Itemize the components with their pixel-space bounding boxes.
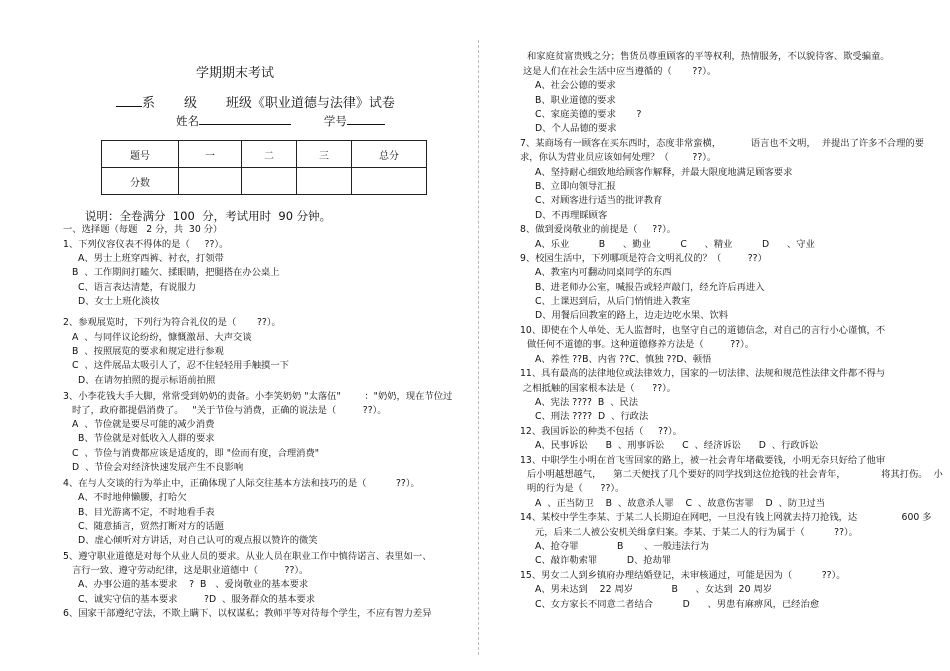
question-line: D、虚心倾听对方讲话，对自己认可的观点报以赞许的微笑 — [78, 535, 318, 546]
question-line: 1、下列仪容仪表不得体的是（ ??）。 — [63, 239, 229, 250]
subtitle-grade: 级 — [183, 96, 197, 111]
exam-title: 学期期末考试 — [195, 66, 274, 81]
score-table-header-row — [102, 141, 427, 168]
question-line: 4、在与人交谈的行为举止中，正确体现了人际交往基本方法和技巧的是（ ??）。 — [63, 478, 420, 489]
question-line: B 、工作期间打瞌欠、揉眼睛，把腿搭在办公桌上 — [72, 267, 280, 278]
subtitle-class: 班级《职业道德与法律》试卷 — [225, 96, 395, 111]
question-line: C、诚实守信的基本要求 ?D 、服务群众的基本要求 — [78, 594, 316, 605]
question-line: C、随意插言，贸然打断对方的话题 — [78, 521, 224, 532]
question-line: 言行一致、遵守劳动纪律，这是职业道德中（ ??）。 — [72, 565, 309, 576]
question-line: 求，你认为营业员应该如何处理？（ ??）。 — [520, 152, 717, 163]
id-field[interactable] — [347, 113, 385, 125]
score-cell: 三 — [297, 141, 352, 168]
score-cell: 一 — [179, 141, 242, 168]
exam-instructions: 说明：全卷满分 100 分，考试用时 90 分钟。 — [85, 209, 332, 223]
question-line: 2、参观展览时，下列行为符合礼仪的是（ ??）。 — [63, 317, 281, 328]
question-line: 明的行为是（ ??）。 — [527, 483, 625, 494]
score-cell: 总分 — [352, 141, 427, 168]
name-id-line — [176, 113, 385, 129]
question-line: D、不再理睬顾客 — [535, 210, 608, 221]
question-line: 11、具有最高的法律地位或法律效力，国家的一切法律、法规和规范性法律文件都不得与 — [520, 368, 886, 379]
question-line: A、教室内可翻动同桌同学的东西 — [535, 267, 672, 278]
department-blank[interactable] — [116, 94, 142, 107]
question-line: 和家庭贫富贵贱之分；售货员尊重顾客的平等权利，热情服务，不以貌待客、欺受骗童。 — [527, 51, 890, 62]
score-cell[interactable] — [179, 168, 242, 195]
question-line: D、用餐后回教室的路上，边走边吃水果、饮料 — [535, 310, 729, 321]
question-line: 后小明越想越气， 第二天便找了几个要好的同学找到这位抢钱的社会青年， 将其打伤。 小 — [527, 469, 943, 480]
exam-subtitle — [116, 92, 395, 111]
question-line: A、不时地伸懒腰，打哈欠 — [78, 492, 187, 503]
question-line: D 、节俭会对经济快速发展产生不良影响 — [72, 462, 244, 473]
name-field[interactable] — [199, 113, 291, 125]
id-label: 学号 — [323, 114, 347, 128]
question-line: C、上课迟到后，从后门悄悄进入教室 — [535, 296, 691, 307]
score-table-score-row — [102, 168, 427, 195]
question-line: A、民事诉讼 B 、刑事诉讼 C 、经济诉讼 D 、行政诉讼 — [535, 440, 819, 451]
question-line: A、乐业 B 、勤业 C 、精业 D 、守业 — [535, 239, 815, 250]
question-line: A 、节俭就是要尽可能的减少消费 — [72, 419, 215, 430]
question-line: 元，后来二人被公安机关缉拿归案。李某、于某二人的行为属于（ ??）。 — [535, 527, 858, 538]
question-line: A 、正当防卫 B 、故意杀人罪 C 、故意伤害罪 D 、防卫过当 — [535, 498, 826, 509]
question-line: B、节俭就是对低收入人群的要求 — [78, 433, 215, 444]
score-cell: 分数 — [102, 168, 179, 195]
question-line: D、在请勿拍照的提示标语前拍照 — [78, 375, 216, 386]
question-line: B 、按照展览的要求和规定进行参观 — [72, 346, 224, 357]
question-line: 12、我国诉讼的种类不包括（ ??）。 — [520, 426, 682, 437]
score-cell: 二 — [242, 141, 297, 168]
question-line: 6、国家干部遵纪守法，不欺上瞒下、以权谋私；教师平等对待每个学生，不应有智力差异 — [63, 608, 432, 619]
page-divider — [478, 40, 479, 655]
question-line: 13、中职学生小明在首飞雪回家的路上，被一社会青年堵截要钱，小明无奈只好给了他审 — [520, 455, 886, 466]
question-line: C、敲诈勒索罪 D、抢劫罪 — [535, 555, 672, 566]
question-line: C、女方家长不同意二者结合 D 、男患有麻痹风，已经治愈 — [535, 599, 820, 610]
question-line: 8、做到爱岗敬业的前提是（ ??）。 — [520, 224, 677, 235]
question-line: C、对顾客进行适当的批评教育 — [535, 195, 663, 206]
question-line: 之相抵触的国家根本法是（ ??）。 — [523, 383, 677, 394]
question-line: D、女士上班化淡妆 — [78, 296, 160, 307]
score-table — [101, 140, 427, 195]
name-label: 姓名 — [176, 114, 199, 128]
score-cell[interactable] — [242, 168, 297, 195]
question-line: B、目光游离不定，不时地看手表 — [78, 507, 215, 518]
score-cell[interactable] — [297, 168, 352, 195]
question-line: C 、节俭与消费都应该是适度的，即 "俭而有度，合理消费" — [72, 448, 320, 459]
question-line: C、家庭美德的要求 ? — [535, 109, 642, 120]
question-line: A、男未达到 22 周岁 B 、女达到 20 周岁 — [535, 584, 773, 595]
question-line: A、社会公德的要求 — [535, 80, 616, 91]
question-line: A、办事公道的基本要求 ? B 、爱岗敬业的基本要求 — [78, 579, 309, 590]
question-line: C 、这件展品太吸引人了，忍不住轻轻用手触摸一下 — [72, 360, 289, 371]
question-line: A、养性 ??B、内省 ??C、慎独 ??D、顿悟 — [535, 354, 712, 365]
question-line: 15、男女二人到乡镇府办理结婚登记，未审核通过，可能是因为（ ??）。 — [520, 570, 846, 581]
question-line: A、坚持耐心细致地给顾客作解释，并最大限度地满足顾客要求 — [535, 167, 793, 178]
question-line: 这是人们在社会生活中应当遵循的（ ??）。 — [523, 66, 717, 77]
question-line: C、语言表达清楚，有说服力 — [78, 282, 197, 293]
question-line: 一、选择题（每题 2 分，共 30 分） — [63, 224, 223, 235]
question-line: B、进老师办公室，喊报告或轻声敲门，经允许后再进入 — [535, 282, 765, 293]
question-line: 9、校园生活中，下列哪项是符合文明礼仪的？（ ??） — [520, 253, 767, 264]
question-line: A 、与同伴议论纷纷，慷慨激昂、大声交谈 — [72, 332, 252, 343]
score-cell[interactable] — [352, 168, 427, 195]
question-line: 时了，政府都提倡消费了。 "关于节俭与消费，正确的说法是（ ??）。 — [72, 405, 387, 416]
question-line: 14、某校中学生李某、于某二人长期迫在网吧，一旦没有钱上网就去持刀抢钱，达 600 多 — [520, 512, 932, 523]
question-line: A、抢夺罪 B 、一般违法行为 — [535, 541, 710, 552]
question-line: 做任何不道德的事。这种道德修养方法是（ ??）。 — [527, 339, 755, 350]
question-line: 3、小李花钱大手大脚，常常受到奶奶的责备。小李笑奶奶 "太落伍" ："奶奶，现在节位过 — [63, 391, 453, 402]
question-line: A、宪法 ???? B 、民法 — [535, 397, 639, 408]
question-line: 10、即使在个人单处、无人监督时，也坚守自己的道德信念，对自己的言行小心谨慎，不 — [520, 325, 886, 336]
question-line: 5、遵守职业道德是对每个从业人员的要求。从业人员在职业工作中慎待诺言、表里如一、 — [63, 551, 432, 562]
question-line: A、男士上班穿西裤、衬衣，打领带 — [78, 253, 224, 264]
question-line: C、刑法 ???? D 、行政法 — [535, 411, 649, 422]
question-line: B、立即向领导汇报 — [535, 181, 616, 192]
question-line: 7、某商场有一顾客在买东西时，态度非常蛮横， 语言也不文明， 并提出了许多不合理的要 — [520, 138, 924, 149]
question-line: D、个人品德的要求 — [535, 123, 617, 134]
subtitle-dept: 系 — [142, 96, 156, 111]
score-cell: 题号 — [102, 141, 179, 168]
question-line: B、职业道德的要求 — [535, 95, 616, 106]
